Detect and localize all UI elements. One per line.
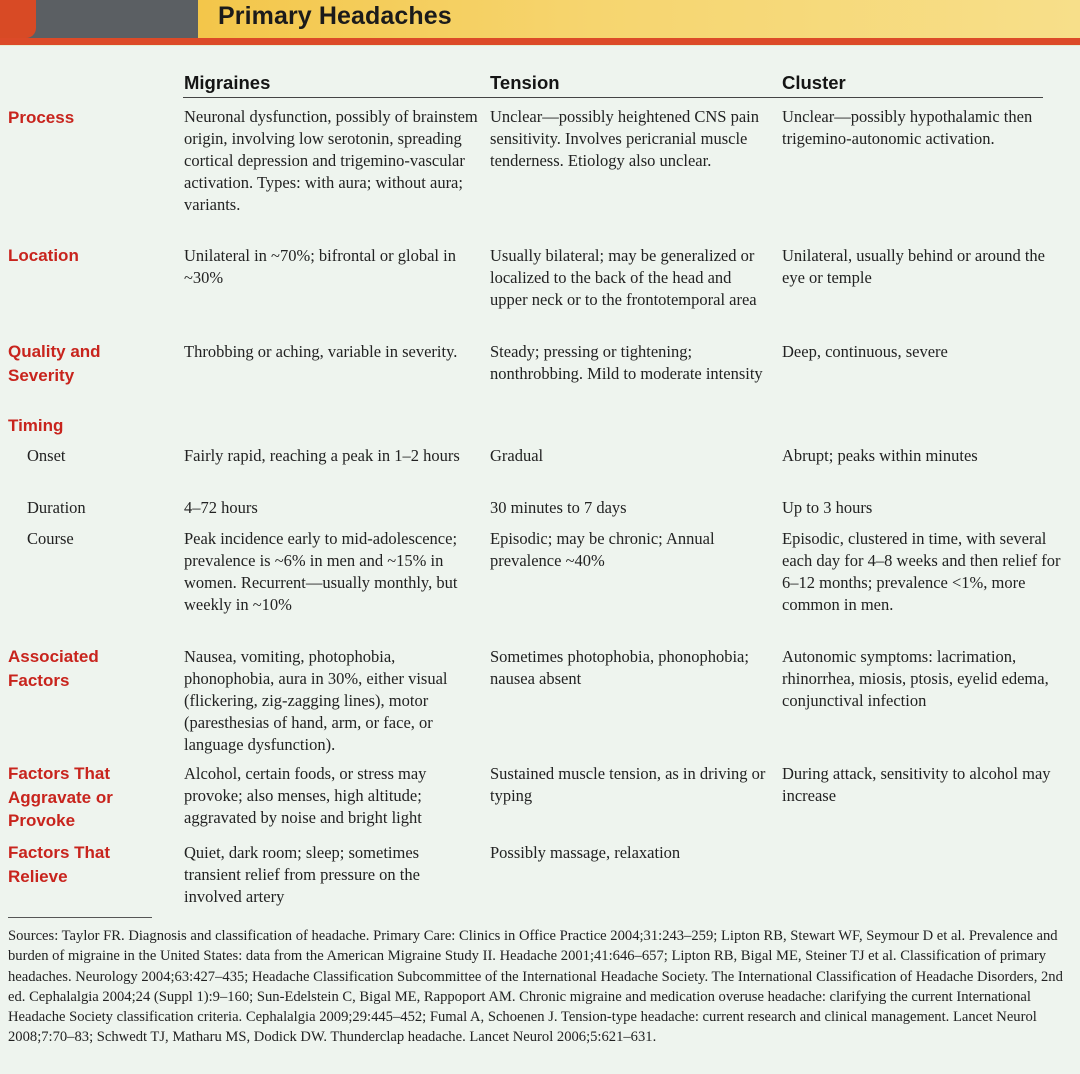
column-header-migraines: Migraines bbox=[184, 72, 271, 93]
row-label-location: Location bbox=[8, 246, 79, 265]
cell-course-cluster: Episodic, clustered in time, with several each day for 4–8 weeks and then relief for 6–12 months; prevalence <1%, more common in men. bbox=[782, 529, 1061, 614]
cell-associated-tension: Sometimes photophobia, phonophobia; nausea absent bbox=[490, 647, 749, 688]
cell-process-cluster: Unclear—possibly hypothalamic then trigemino-autonomic activation. bbox=[782, 107, 1033, 148]
sources-rule bbox=[8, 917, 152, 918]
cell-relieve-tension: Possibly massage, relaxation bbox=[490, 843, 681, 862]
cell-associated-cluster: Autonomic symptoms: lacrimation, rhinorrhea, miosis, ptosis, eyelid edema, conjunctival infection bbox=[782, 647, 1049, 710]
cell-aggravate-cluster: During attack, sensitivity to alcohol may increase bbox=[782, 764, 1051, 805]
row-label-process: Process bbox=[8, 108, 75, 127]
cell-quality-tension: Steady; pressing or tightening; nonthrobbing. Mild to moderate intensity bbox=[490, 342, 763, 383]
cell-onset-tension: Gradual bbox=[490, 446, 544, 465]
sources-text: Sources: Taylor FR. Diagnosis and classification of headache. Primary Care: Clinics in Office Practice 2004;31:243–259; Lipton RB, Stewart WF, Seymour D et al. Prevalence and burden of migraine in the United States: data from the American Migraine Study II. Headache 2001;41:646–657; Lipton RB, Bigal ME, Steiner TJ et al. Classification of primary headaches. Neurology 2004;63:427–435; Headache Classification Subcommittee of the International Headache Society. The International Classification of Headache Disorders, 2nd ed. Cephalalgia 2004;24 (Suppl 1):9–160; Sun-Edelstein C, Bigal ME, Rappoport AM. Chronic migraine and medication overuse headache: clarifying the current International Headache Society classification criteria. Cephalalgia 2009;29:445–452; Fumal A, Schoenen J. Tension-type headache: current research and clinical management. Lancet Neurol 2008;7:70–83; Schwedt TJ, Matharu MS, Dodick DW. Thunderclap headache. Lancet Neurol 2006;5:621–631. bbox=[8, 928, 1063, 1046]
cell-associated-migraines: Nausea, vomiting, photophobia, phonophobia, aura in 30%, either visual (flickering, zig-zagging lines), motor (paresthesias of hand, arm, or face, or language dysfunction). bbox=[184, 647, 448, 754]
sub-label-course: Course bbox=[27, 529, 74, 548]
page-title: Primary Headaches bbox=[218, 2, 452, 30]
cell-duration-tension: 30 minutes to 7 days bbox=[490, 498, 627, 517]
cell-relieve-migraines: Quiet, dark room; sleep; sometimes transient relief from pressure on the involved artery bbox=[184, 843, 420, 906]
cell-process-tension: Unclear—possibly heightened CNS pain sensitivity. Involves pericranial muscle tenderness. Etiology also unclear. bbox=[490, 107, 759, 170]
cell-location-migraines: Unilateral in ~70%; bifrontal or global in ~30% bbox=[184, 246, 456, 287]
column-header-cluster: Cluster bbox=[782, 72, 846, 93]
cell-course-tension: Episodic; may be chronic; Annual prevalence ~40% bbox=[490, 529, 715, 570]
cell-onset-migraines: Fairly rapid, reaching a peak in 1–2 hours bbox=[184, 446, 460, 465]
cell-process-migraines: Neuronal dysfunction, possibly of brainstem origin, involving low serotonin, spreading cortical depression and trigemino-vascular activation. Types: with aura; without aura; variants. bbox=[184, 107, 478, 214]
row-label-associated-factors: Associated Factors bbox=[8, 647, 99, 690]
cell-aggravate-tension: Sustained muscle tension, as in driving or typing bbox=[490, 764, 766, 805]
row-label-relieve: Factors That Relieve bbox=[8, 843, 111, 886]
cell-quality-migraines: Throbbing or aching, variable in severity. bbox=[184, 342, 458, 361]
cell-aggravate-migraines: Alcohol, certain foods, or stress may provoke; also menses, high altitude; aggravated by noise and bright light bbox=[184, 764, 427, 827]
sub-label-onset: Onset bbox=[27, 446, 66, 465]
cell-course-migraines: Peak incidence early to mid-adolescence; prevalence is ~6% in men and ~15% in women. Recurrent—usually monthly, but weekly in ~10% bbox=[184, 529, 458, 614]
cell-location-tension: Usually bilateral; may be generalized or localized to the back of the head and upper neck or to the frontotemporal area bbox=[490, 246, 757, 309]
row-label-aggravate: Factors That Aggravate or Provoke bbox=[8, 764, 113, 830]
cell-location-cluster: Unilateral, usually behind or around the eye or temple bbox=[782, 246, 1046, 287]
cell-duration-cluster: Up to 3 hours bbox=[782, 498, 873, 517]
cell-duration-migraines: 4–72 hours bbox=[184, 498, 258, 517]
cell-onset-cluster: Abrupt; peaks within minutes bbox=[782, 446, 978, 465]
row-label-timing: Timing bbox=[8, 416, 64, 435]
cell-quality-cluster: Deep, continuous, severe bbox=[782, 342, 948, 361]
column-header-tension: Tension bbox=[490, 72, 560, 93]
header-tab-accent bbox=[0, 0, 36, 38]
header-divider bbox=[0, 38, 1080, 45]
row-label-quality-severity: Quality and Severity bbox=[8, 342, 101, 385]
column-header-rule bbox=[183, 97, 1043, 98]
sub-label-duration: Duration bbox=[27, 498, 86, 517]
